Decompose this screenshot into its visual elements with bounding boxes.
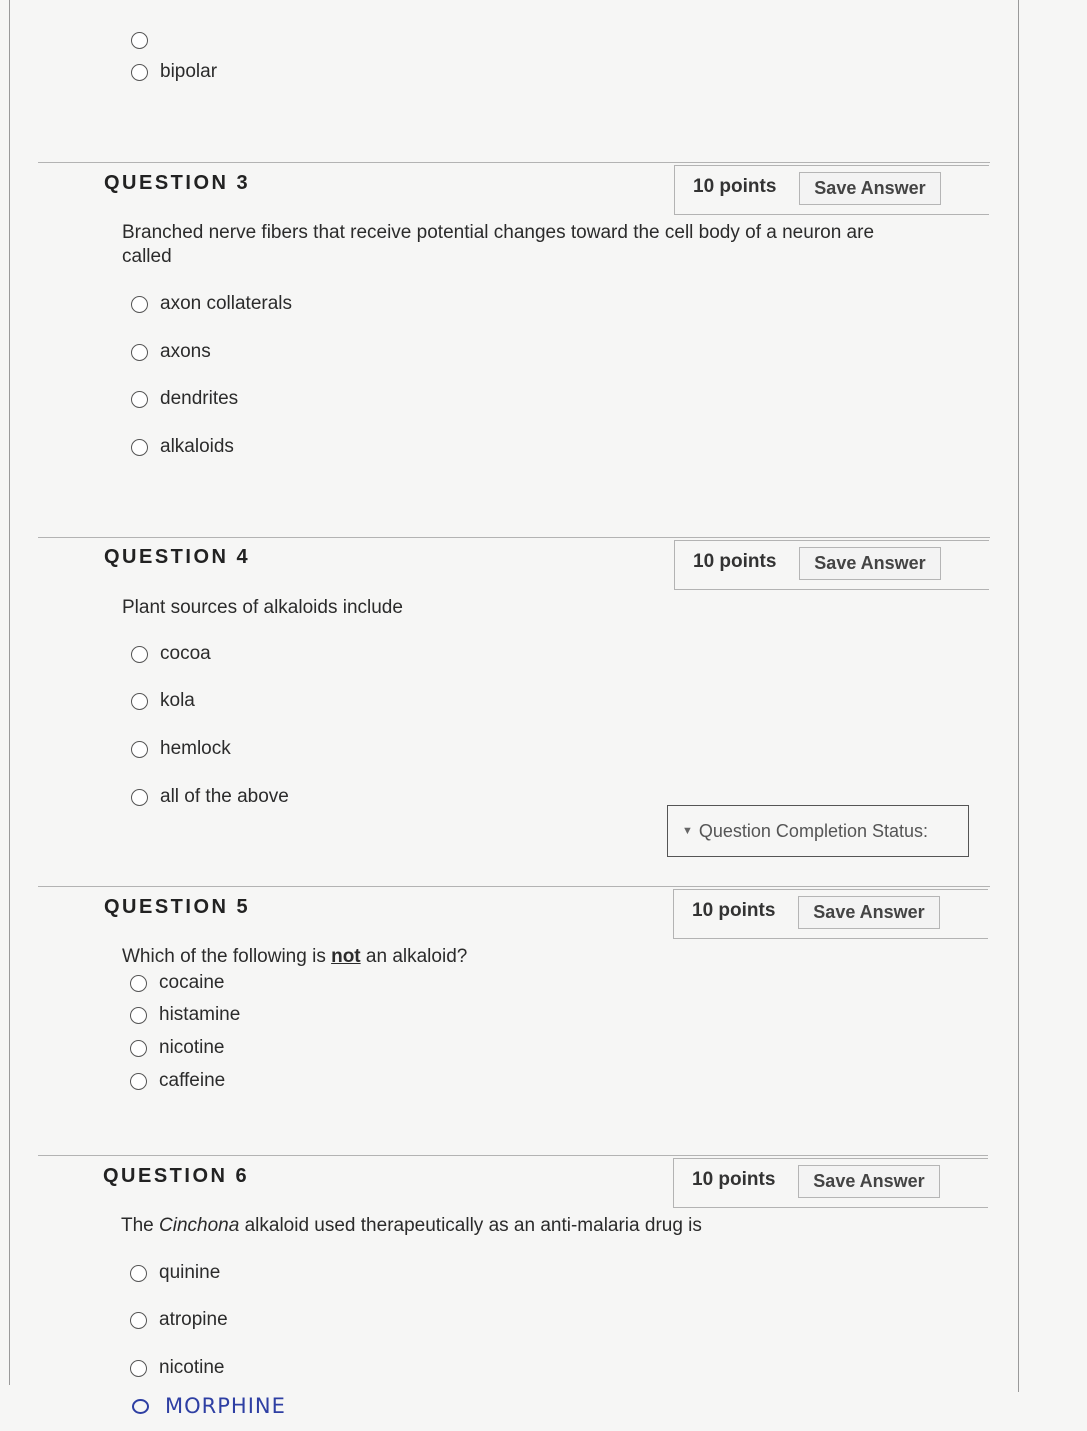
radio-button[interactable] (130, 975, 147, 992)
radio-button[interactable] (130, 1265, 147, 1282)
question-3-option-axons[interactable] (131, 341, 211, 363)
option-label: kola (160, 690, 195, 711)
question-6-option-nicotine[interactable] (130, 1357, 225, 1379)
option-label: hemlock (160, 738, 231, 759)
question-4-points-box (674, 540, 989, 590)
radio-button[interactable] (131, 32, 148, 49)
option-label: dendrites (160, 388, 239, 409)
question-5-option-histamine[interactable] (130, 1004, 240, 1026)
radio-button[interactable] (131, 741, 148, 758)
question-text-part: alkaloid used therapeutically as an anti-malaria drug is (239, 1215, 702, 1236)
handwritten-circle-icon (132, 1399, 149, 1414)
option-label: nicotine (159, 1037, 225, 1058)
question-4-option-hemlock[interactable] (131, 738, 231, 760)
question-text-part: an alkaloid? (360, 946, 468, 967)
handwritten-option-note (132, 1394, 286, 1418)
question-4-points: 10 points (693, 551, 777, 572)
radio-button[interactable] (131, 646, 148, 663)
radio-button[interactable] (131, 693, 148, 710)
option-label: atropine (159, 1309, 228, 1330)
radio-button[interactable] (131, 391, 148, 408)
question-divider (38, 1155, 988, 1156)
question-3-option-alkaloids[interactable] (131, 436, 234, 458)
question-6-option-atropine[interactable] (130, 1309, 228, 1331)
question-4-option-kola[interactable] (131, 690, 195, 712)
radio-button[interactable] (131, 296, 148, 313)
question-3-title: QUESTION 3 (104, 172, 251, 194)
option-label: bipolar (160, 61, 218, 82)
question-3-points: 10 points (693, 176, 777, 197)
option-label: axon collaterals (160, 293, 293, 314)
question-text-part: Which of the following is (122, 946, 332, 967)
prev-option-bipolar[interactable] (131, 61, 217, 83)
question-divider (38, 886, 990, 887)
question-4-save-answer-button[interactable]: Save Answer (799, 547, 941, 580)
question-text-part: The (121, 1215, 160, 1236)
option-label: caffeine (159, 1070, 226, 1091)
question-4-title: QUESTION 4 (104, 546, 251, 568)
question-3-points-box (674, 165, 989, 215)
option-label: axons (160, 341, 211, 362)
question-4-option-cocoa[interactable] (131, 643, 211, 665)
question-6-points: 10 points (692, 1169, 776, 1190)
question-5-option-caffeine[interactable] (130, 1070, 225, 1092)
question-3-option-axon-collaterals[interactable] (131, 293, 292, 315)
option-label: quinine (159, 1262, 221, 1283)
page-border-left (9, 0, 10, 1385)
radio-button[interactable] (131, 344, 148, 361)
option-label: cocaine (159, 972, 225, 993)
question-5-title: QUESTION 5 (104, 896, 251, 918)
question-6-title: QUESTION 6 (103, 1165, 250, 1187)
question-text-italic: Cinchona (159, 1215, 240, 1236)
option-label: cocoa (160, 643, 211, 664)
question-6-option-quinine[interactable] (130, 1262, 220, 1284)
option-label: histamine (159, 1004, 241, 1025)
question-6-save-answer-button[interactable]: Save Answer (798, 1165, 940, 1198)
question-5-option-cocaine[interactable] (130, 972, 225, 994)
question-6-text (121, 1214, 921, 1238)
chevron-down-icon: ▼ (682, 825, 693, 837)
radio-button[interactable] (131, 439, 148, 456)
question-completion-status[interactable] (667, 805, 969, 857)
radio-button[interactable] (131, 64, 148, 81)
option-label: all of the above (160, 786, 289, 807)
question-divider (38, 537, 990, 538)
handwritten-text: MORPHINE (165, 1394, 286, 1418)
prev-option-blank[interactable] (131, 32, 160, 49)
question-4-option-all-of-the-above[interactable] (131, 786, 289, 808)
question-3-option-dendrites[interactable] (131, 388, 238, 410)
question-5-points: 10 points (692, 900, 776, 921)
radio-button[interactable] (130, 1360, 147, 1377)
question-6-points-box (673, 1158, 988, 1208)
question-5-points-box (673, 889, 988, 939)
question-3-save-answer-button[interactable]: Save Answer (799, 172, 941, 205)
radio-button[interactable] (130, 1007, 147, 1024)
radio-button[interactable] (130, 1312, 147, 1329)
page-border-right (1018, 0, 1019, 1392)
radio-button[interactable] (131, 789, 148, 806)
option-label: alkaloids (160, 436, 234, 457)
question-4-text: Plant sources of alkaloids include (122, 597, 403, 618)
option-label: nicotine (159, 1357, 225, 1378)
question-5-save-answer-button[interactable]: Save Answer (798, 896, 940, 929)
question-3-text: Branched nerve fibers that receive potential changes toward the cell body of a neuron are called (122, 222, 875, 267)
question-divider (38, 162, 990, 163)
completion-status-label: Question Completion Status: (698, 820, 929, 841)
question-text-emphasis: not (331, 946, 361, 967)
radio-button[interactable] (130, 1073, 147, 1090)
question-5-option-nicotine[interactable] (130, 1037, 225, 1059)
radio-button[interactable] (130, 1040, 147, 1057)
question-5-text (122, 945, 922, 969)
